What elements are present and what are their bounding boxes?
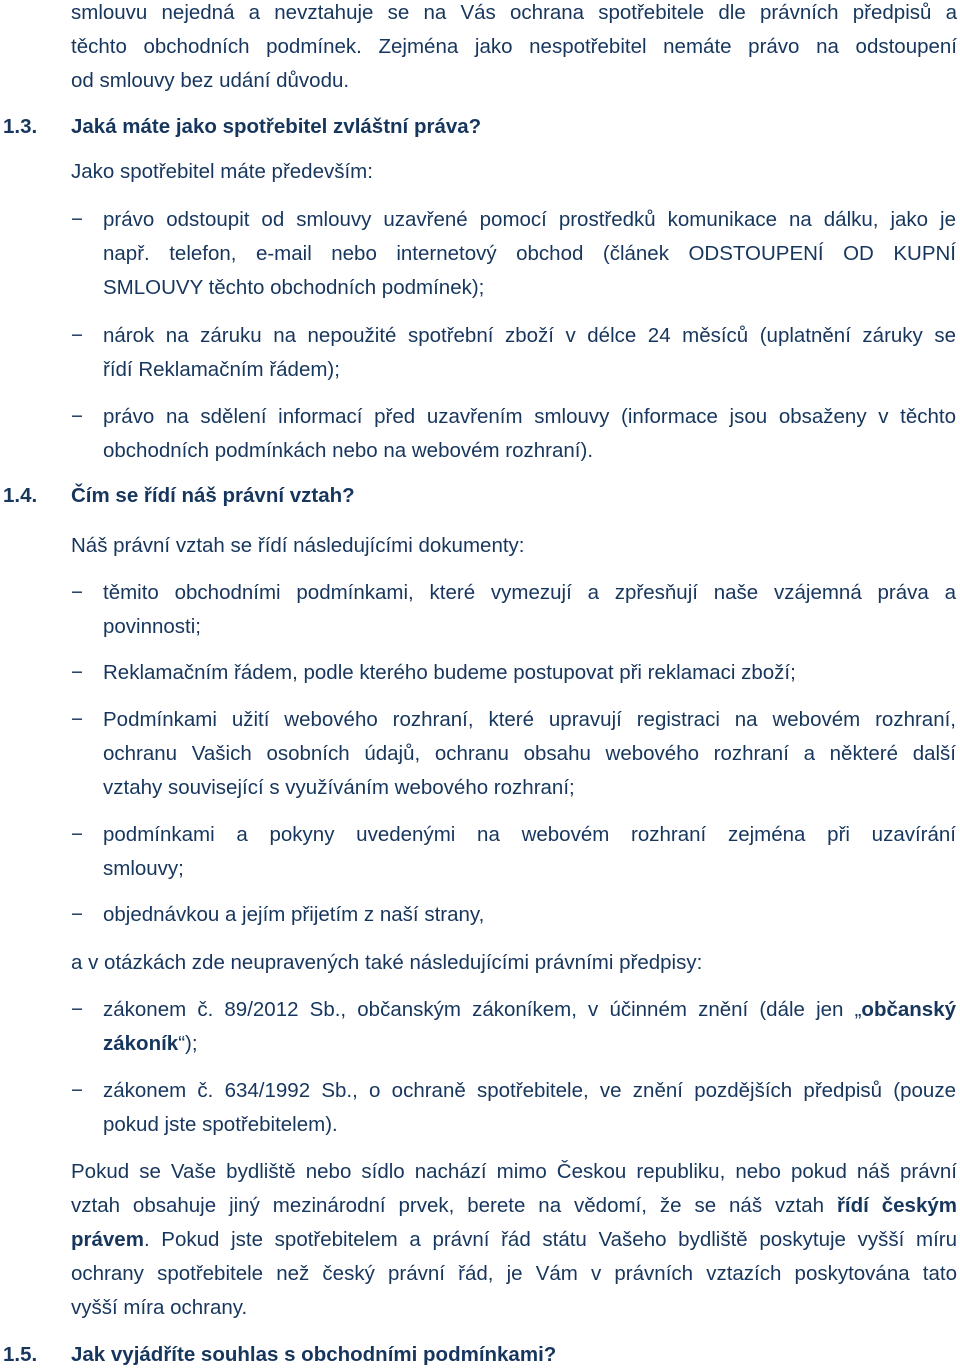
section-number-1-4: 1.4. [3,484,38,507]
law-text: “); [178,1032,198,1055]
list-dash: − [71,998,83,1021]
list-dash: − [71,708,83,731]
list-dash: − [71,823,83,846]
section-1-4-lead: Náš právní vztah se řídí následujícími dokumenty: [71,534,525,557]
list-item-line: např. telefon, e-mail nebo internetový obchod (článek ODSTOUPENÍ OD KUPNÍ [103,242,956,265]
section-1-3-lead: Jako spotřebitel máte především: [71,160,373,183]
paragraph-line: vyšší míra ochrany. [71,1296,248,1319]
list-item-line: nárok na záruku na nepoužité spotřební zboží v délce 24 měsíců (uplatnění záruky se [103,324,956,347]
list-item-line: obchodních podmínkách nebo na webovém rozhraní). [103,439,594,462]
intro-line-2: těchto obchodních podmínek. Zejména jako nespotřebitel nemáte právo na odstoupení [71,35,957,58]
list-item-line: vztahy související s využíváním webového rozhraní; [103,776,575,799]
list-dash: − [71,324,83,347]
list-item-line: právo odstoupit od smlouvy uzavřené pomocí prostředků komunikace na dálku, jako je [103,208,956,231]
list-dash: − [71,208,83,231]
paragraph-line [71,1189,957,1223]
intro-line-3: od smlouvy bez udání důvodu. [71,69,350,92]
law-term-bold: zákoník [103,1032,179,1055]
paragraph-line: ochrany spotřebitele než český právní řád, je Vám v právních vztazích poskytována tato [71,1262,957,1285]
list-item-line: podmínkami a pokyny uvedenými na webovém rozhraní zejména při uzavírání [103,823,956,846]
list-item-line: těmito obchodními podmínkami, které vymezují a zpřesňují naše vzájemná práva a [103,581,956,604]
section-heading-1-3: Jaká máte jako spotřebitel zvláštní práva? [71,115,482,138]
paragraph-line: Pokud se Vaše bydliště nebo sídlo nachází mimo Českou republiku, nebo pokud náš právní [71,1160,957,1183]
intro-line-1: smlouvu nejedná a nevztahuje se na Vás ochrana spotřebitele dle právních předpisů a [71,1,957,24]
paragraph-line [71,1223,957,1257]
list-item-line: ochranu Vašich osobních údajů, ochranu obsahu webového rozhraní a některé další [103,742,956,765]
section-number-1-5: 1.5. [3,1343,38,1366]
list-dash: − [71,1079,83,1102]
list-item-line: pokud jste spotřebitelem). [103,1113,338,1136]
list-item-line: Reklamačním řádem, podle kterého budeme postupovat při reklamaci zboží; [103,661,796,684]
laws-lead: a v otázkách zde neupravených také následujícími právními předpisy: [71,951,703,974]
list-dash: − [71,405,83,428]
section-heading-1-5: Jak vyjádříte souhlas s obchodními podmínkami? [71,1343,557,1366]
list-dash: − [71,903,83,926]
section-number-1-3: 1.3. [3,115,38,138]
section-heading-1-4: Čím se řídí náš právní vztah? [71,484,355,507]
list-item-line: právo na sdělení informací před uzavřením smlouvy (informace jsou obsaženy v těchto [103,405,956,428]
list-item-line [103,993,956,1027]
list-item-line: Podmínkami užití webového rozhraní, které upravují registraci na webovém rozhraní, [103,708,956,731]
list-item-line: SMLOUVY těchto obchodních podmínek); [103,276,485,299]
law-term-bold: občanský [861,998,956,1021]
list-item-line: řídí Reklamačním řádem); [103,358,340,381]
list-item-line: zákonem č. 634/1992 Sb., o ochraně spotřebitele, ve znění pozdějších předpisů (pouze [103,1079,956,1102]
paragraph-bold: řídí českým [836,1194,957,1217]
list-item-line: objednávkou a jejím přijetím z naší strany, [103,903,485,926]
law-text: zákonem č. 89/2012 Sb., občanským zákoníkem, v účinném znění (dále jen „ [103,998,862,1021]
paragraph-text: vztah obsahuje jiný mezinárodní prvek, berete na vědomí, že se náš vztah [71,1194,837,1217]
list-dash: − [71,581,83,604]
paragraph-text: . Pokud jste spotřebitelem a právní řád státu Vašeho bydliště poskytuje vyšší míru [143,1228,957,1251]
list-dash: − [71,661,83,684]
paragraph-bold: právem [71,1228,144,1251]
list-item-line: povinnosti; [103,615,202,638]
list-item-line: smlouvy; [103,857,184,880]
list-item-line [103,1027,956,1061]
